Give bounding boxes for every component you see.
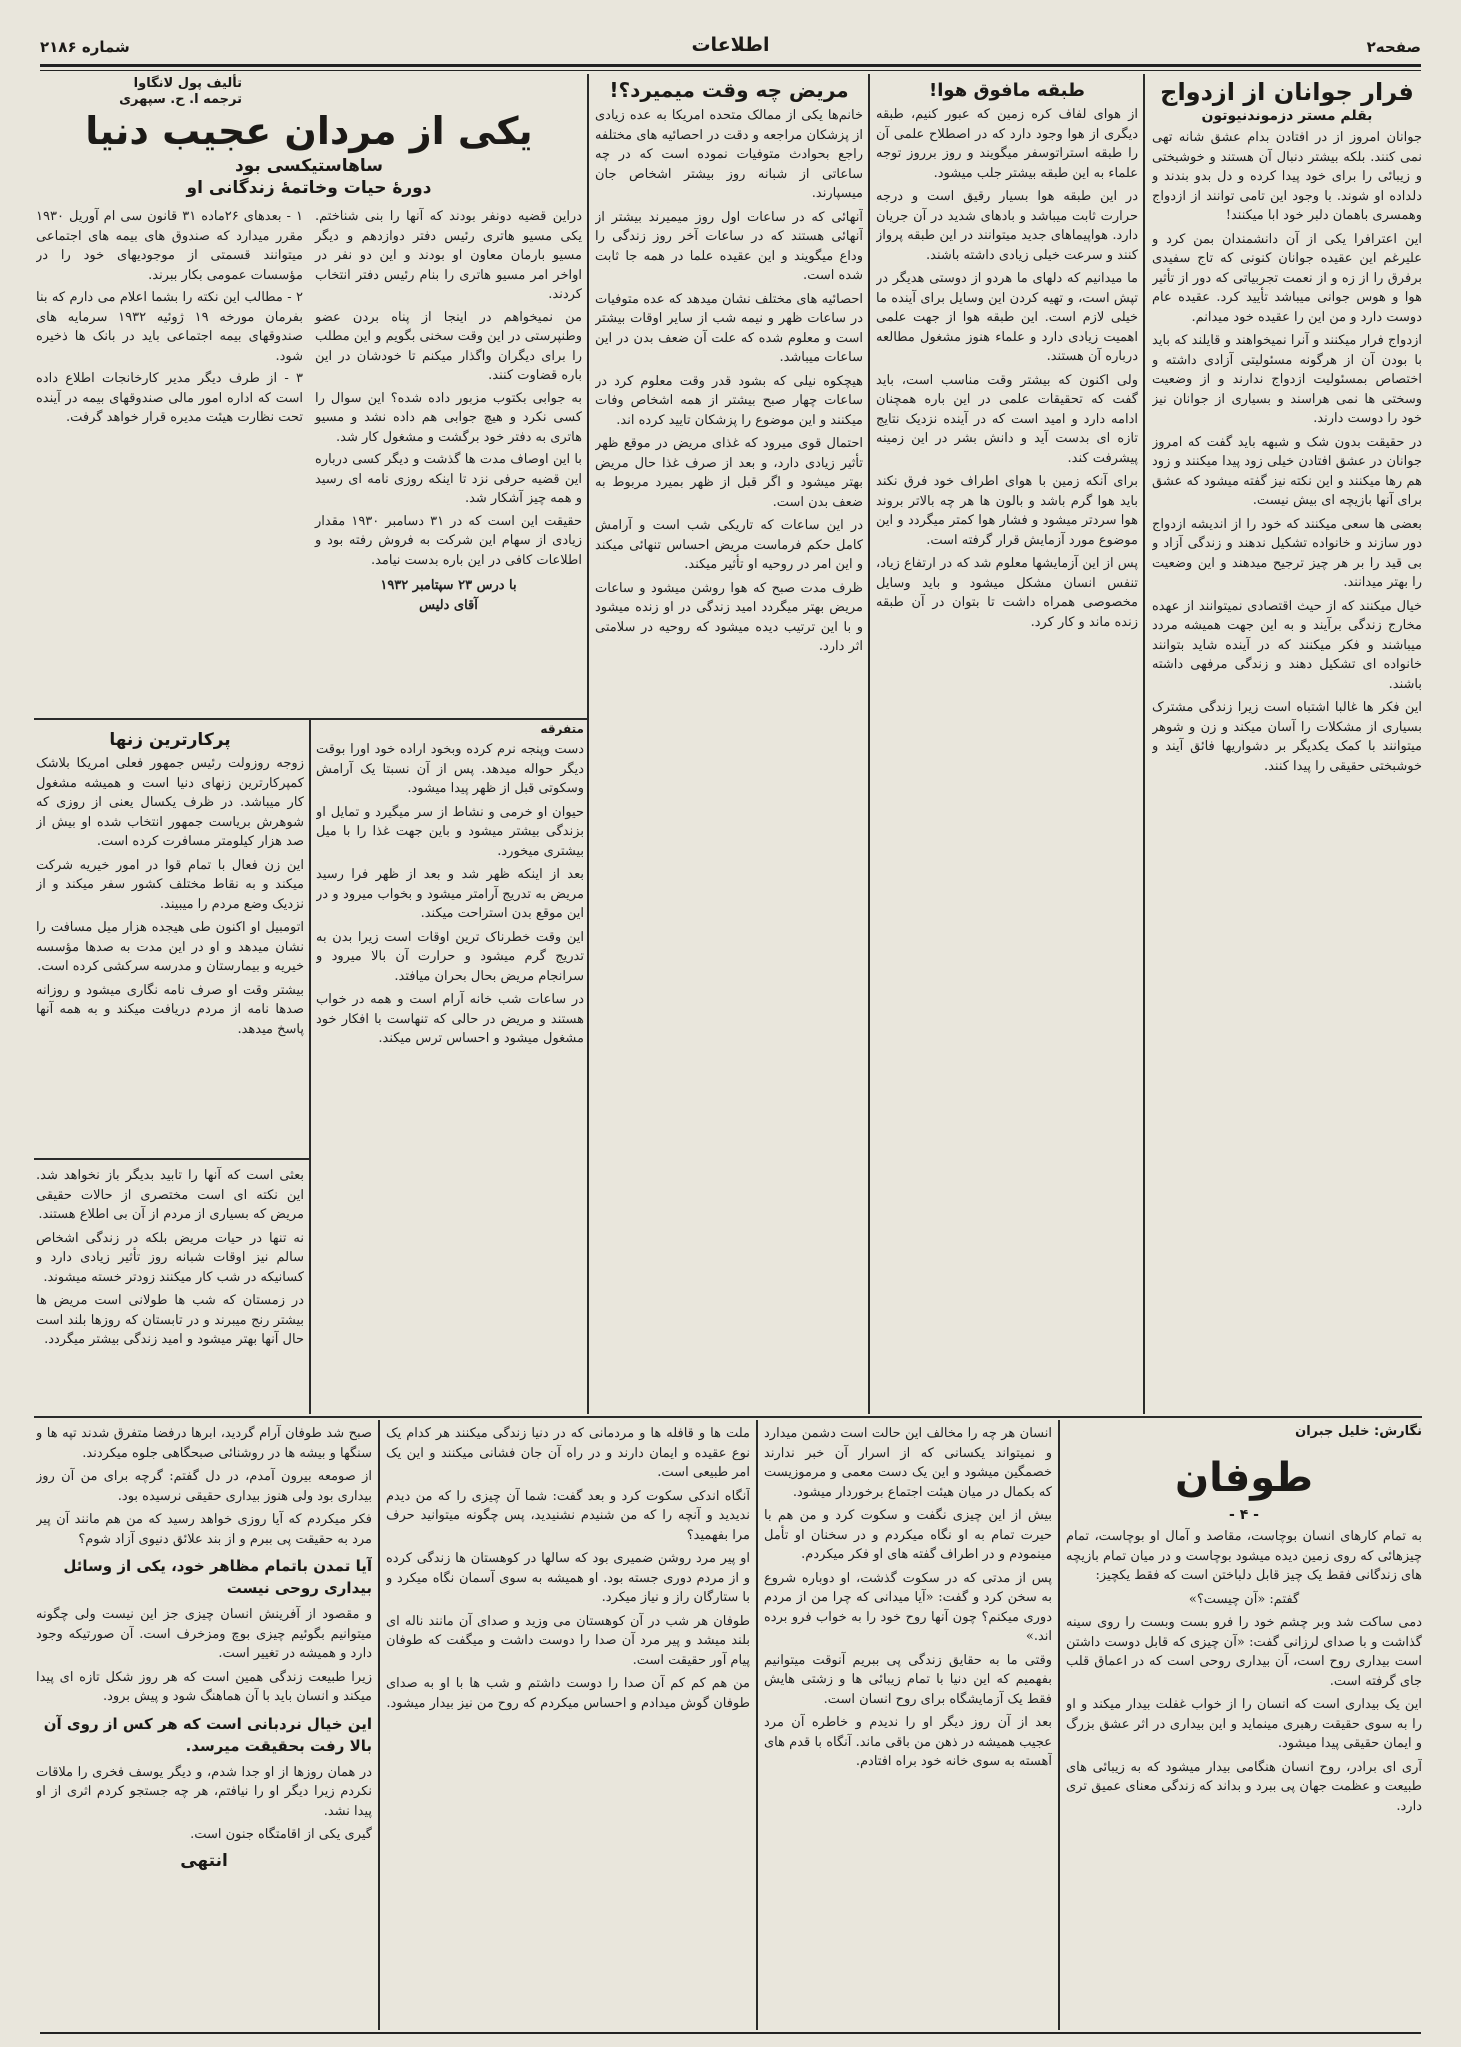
paragraph: از هوای لفاف کره زمین که عبور کنیم، طبقه دیگری از هوا وجود دارد که در اصطلاح علمی آن را طبقه استراتوسفر میگویند و روز برروز توجه علماء به این طبقه بیشتر جلب میشود.	[876, 107, 1138, 181]
article-title: طبقه مافوق هوا!	[929, 80, 1085, 101]
paragraph: من نمیخواهم در اینجا از پناه بردن عضو وطنپرستی در این وقت سخنی بگویم و این مطلب را برای دیگران واگذار میکنم تا خودشان در این باره قضاوت کنند.	[315, 309, 582, 383]
paragraph: نه تنها در حیات مریض بلکه در زندگی اشخاص سالم نیز اوقات شبانه روز تأثیر زیادی دارد و کسانیکه در شب کار میکنند زودتر خسته میشوند.	[36, 1230, 304, 1285]
article-body	[1152, 128, 1422, 776]
author-credit: تألیف پول لانگاوا	[133, 76, 242, 91]
closing-date: با درس ۲۳ سپتامبر ۱۹۳۲	[380, 578, 517, 593]
paragraph: حقیقت این است که در ۳۱ دسامبر ۱۹۳۰ مقدار زیادی از سهام این شرکت به فروش رفته بود و اطلاعات کافی در این باره بدست نیامد.	[315, 513, 582, 568]
paragraph: پس از این آزمایشها معلوم شد که در ارتفاع زیاد، تنفس انسان مشکل میشود و باید وسایل مخصوصی همراه داشت تا بتوان در آن طبقه زنده ماند و کار کرد.	[876, 556, 1138, 630]
paragraph: ظرف مدت صبح که هوا روشن میشود و ساعات مریض بهتر میگردد امید زندگی در او زنده میشود و با این ترتیب دیده میشود که روحیه در سلامتی اثر دارد.	[595, 580, 863, 654]
article-body-left	[36, 204, 303, 615]
article-title: مریض چه وقت میمیرد؟!	[609, 78, 849, 102]
paragraph: گیری یکی از اقامتگاه جنون است.	[190, 1827, 372, 1842]
paragraph: این وقت خطرناک ترین اوقات است زیرا بدن به تدریج گرم میشود و حرارت آن بالا میرود و سرانجام مریض بحال بحران میافتد.	[316, 929, 584, 984]
paragraph: انسان هر چه را مخالف این حالت است دشمن میدارد و نمیتواند یکسانی که از اسرار آن خبر ندارند خصمگین میشود و این یک دست معمی و مرموزیست که بکمال در میان هیئت اجتماع برخوردار میشود.	[764, 1426, 1052, 1500]
header-rule-thin	[40, 70, 1421, 71]
part-number: - ۴ -	[1229, 1507, 1259, 1523]
paragraph: گفتم: «آن چیست؟»	[1188, 1591, 1300, 1607]
paragraph: بیش از این چیزی نگفت و سکوت کرد و من هم با حیرت تمام به او نگاه میکردم و در سخنان او تأمل مینمودم و در اطراف گفته های او فکر میکردم.	[764, 1508, 1052, 1562]
article-body	[595, 106, 863, 657]
paragraph: ما میدانیم که دلهای ما هردو از دوستی هدیگر در تپش است، و تهیه کردن این وسایل برای آینده ما خیلی لازم است. این طبقه هوا از جهت علمی اهمیت زیادی دارد و علماء هنوز مشغول مطالعه درباره آن هستند.	[876, 271, 1138, 364]
article-storm-part2	[764, 1420, 1052, 2030]
header-rule	[40, 64, 1421, 67]
column-divider	[1143, 74, 1145, 1414]
article-end: انتهی	[180, 1850, 228, 1871]
section-label: متفرقه	[540, 722, 584, 736]
article-title: یکی از مردان عجیب دنیا	[85, 109, 533, 153]
column-divider	[309, 720, 311, 1414]
article-credit: نگارش: خلیل جبران	[1295, 1424, 1422, 1439]
paragraph: با این اوصاف مدت ها گذشت و دیگر کسی درباره این قضیه حرفی نزد تا اینکه روزی نامه ای رسید و همه چیز آشکار شد.	[315, 452, 582, 506]
article-youth-marriage	[1152, 74, 1422, 1412]
article-storm	[1066, 1420, 1422, 2030]
article-subtitle: دورۀ حیات وخاتمۀ زندگانی او	[186, 178, 432, 198]
paragraph: در زمستان که شب ها طولانی است مریض ها بیشتر رنج میبرند و در تابستان که روزها بلند است حال آنها بهتر میشود و امید زندگی بیشتر میگردد.	[36, 1293, 304, 1347]
paragraph: این زن فعال با تمام قوا در امور خیریه شرکت میکند و به نقاط مختلف کشور سفر میکند و از نزدیک وضع مردم را میبیند.	[36, 857, 304, 912]
paragraph: بعضی ها سعی میکنند که خود را از اندیشه ازدواج دور سازند و خانواده تشکیل ندهند و زندگی آزاد و بی قید را بر هر چیز ترجیح میدهند و این وضعیت را بهتر میدانند.	[1152, 516, 1422, 590]
paragraph: پس از مدتی که در سکوت گذشت، او دوباره شروع به سخن کرد و گفت: «آیا میدانی که چرا من از مردم دوری میکنم؟ چون آنها روح خود را به خواب فرو برده اند.»	[764, 1570, 1052, 1644]
article-body	[316, 740, 584, 1049]
paragraph: بیشتر وقت او صرف نامه نگاری میشود و روزانه صدها نامه از مردم دریافت میکند و به همه آنها پاسخ میدهد.	[36, 982, 304, 1037]
article-busiest-women	[36, 722, 304, 1154]
highlight-quote: آیا تمدن باتمام مظاهر خود، یکی از وسائل بیداری روحی نیست	[63, 1557, 372, 1597]
article-credits	[36, 74, 582, 108]
paragraph: من هم کم کم آن صدا را دوست داشتم و شب ها با او به صدای طوفان گوش میدادم و احساس میکردم که روح من نیز بیدار میشود.	[386, 1676, 750, 1711]
paragraph: صبح شد طوفان آرام گردید، ابرها درفضا متفرق شدند تپه ها و سنگها و بیشه ها در روشنائی صبحگاهی جلوه میکردند.	[36, 1426, 372, 1461]
column-divider	[756, 1420, 758, 2030]
paragraph: آنگاه اندکی سکوت کرد و بعد گفت: شما آن چیزی را که من دیدم ندیدید و آنچه را که من شنیدم نشنیدید، پس چگونه میتوانید حرف مرا بفهمید؟	[386, 1488, 750, 1543]
article-storm-part3	[386, 1420, 750, 2030]
paper-name: اطلاعات	[691, 34, 770, 56]
paragraph: هیچکوه نیلی که بشود قدر وقت معلوم کرد در ساعات چهار صبح بیشتر از همه اشخاص وفات میکنند و این موضوع را پزشکان تایید کرده اند.	[595, 373, 863, 428]
issue-number: شماره ۲۱۸۶	[40, 38, 130, 56]
paragraph: در حقیقت بدون شک و شبهه باید گفت که امروز جوانان در عشق افتادن خیلی زود پیدا میکنند و زود هم رها میکنند و این نکته نیز گفته میشود که عشق برای آنها بازیچه ای بیش نیست.	[1152, 434, 1422, 508]
list-item: ۱ - بعدهای ۲۶ماده ۳۱ قانون سی ام آوریل ۱۹۳۰ مقرر میدارد که صندوق های بیمه های اجتماعی میتوانند قسمتی از موجودیهای خود را در مؤسسات عمومی بکار ببرند.	[36, 209, 303, 283]
paragraph: ازدواج فرار میکنند و آنرا نمیخواهند و قایلند که باید با بودن آن از هرگونه مسئولیتی آزادی داشته و اختصاص بمسئولیت ازدواج ندارند و از وضعیت وسختی ها نمی هراسند و بسیاری از جوانان نیز خود را دوست دارند.	[1152, 333, 1422, 426]
signature: آقای دلیس	[419, 597, 478, 613]
paragraph: در این طبقه هوا بسیار رقیق است و درجه حرارت ثابت میباشد و بادهای شدید در آن جریان دارد. هواپیماهای جدید میتوانند در این طبقه پرواز کنند و سرعت خیلی زیادی داشته باشند.	[876, 189, 1138, 263]
paragraph: زوجه روزولت رئیس جمهور فعلی امریکا بلاشک کمپرکارترین زنهای دنیا است و همیشه مشغول کار میباشد. در ظرف یکسال یعنی از روزی که شوهرش بریاست جمهور انتخاب شده او بیش از صد هزار کیلومتر مسافرت کرده است.	[36, 756, 304, 849]
translator-credit: ترجمه ا. ح. سپهری	[119, 92, 242, 107]
list-item: ۳ - از طرف دیگر مدیر کارخانجات اطلاع داده است که اداره امور مالی صندوقهای بیمه در آینده تحت نظارت هیئت مدیره قرار خواهد گرفت.	[36, 371, 303, 425]
paragraph: جوانان امروز از در افتادن بدام عشق شانه تهی نمی کنند. بلکه بیشتر دنبال آن هستند و خوشبختی و زیبائی را برای خود پیدا کرده و دل بدو بندند و دلداده او شوند. با وجود این تامی توانند از ازدواج وهمسری باهمان دلبر خود ابا میکنند!	[1152, 130, 1422, 223]
paragraph: برای آنکه زمین با هوای اطراف خود فرق نکند باید هوا گرم باشد و بالون ها هر چه بالاتر بروند هوا سردتر میشود و فشار هوا کمتر میگردد و این موضوع مورد آزمایش قرار گرفته است.	[876, 474, 1138, 548]
article-continuation-lower	[36, 1162, 304, 1412]
paragraph: دمی ساکت شد وبر چشم خود را فرو بست وبست را روی سینه گذاشت و با صدای لرزانی گفت: «آن چیزی که قابل دوست داشتن است بیداری روح است، آن بیداری روحی است که در اعماق قلب جای گرفته است.	[1066, 1615, 1422, 1689]
paragraph: بعد از آن روز دیگر او را ندیدم و خاطره آن مرد عجیب همیشه در ذهن من باقی ماند. آنگاه با قدم های آهسته به سوی خانه خود براه افتادم.	[764, 1715, 1052, 1769]
paragraph: حیوان او خرمی و نشاط از سر میگیرد و تمایل او بزندگی بیشتر میشود و باین جهت غذا را با میل بیشتری میخورد.	[316, 804, 584, 859]
article-storm-part4	[36, 1420, 372, 2030]
section-divider	[34, 1416, 1422, 1418]
paragraph: خانم‌ها یکی از ممالک متحده امریکا به عده زیادی از پزشکان مراجعه و دقت در احصائیه های مختلفه راجع بحوادث متوفیات نموده است که در چه ساعاتی از شبانه روز بیشتر اشخاص جان میسپارند.	[595, 108, 863, 201]
paragraph: و مقصود از آفرینش انسان چیزی جز این نیست ولی چگونه میتوانیم بگوئیم چیزی بوچ ومزخرف است. آن صورتیکه وجود دارد و همیشه در تغییر است.	[36, 1607, 372, 1661]
footer-rule	[40, 2032, 1421, 2034]
paragraph: اتومبیل او اکنون طی هیجده هزار میل مسافت را نشان میدهد و او در این مدت به صدها مؤسسه خیریه و بیمارستان و مدرسه سرکشی کرده است.	[36, 920, 304, 974]
paragraph: بعثی است که آنها را تابید بدیگر باز نخواهد شد. این نکته ای است مختصری از حالات حقیقی مریض که بسیاری از مردم از آن بی اطلاع هستند.	[36, 1168, 304, 1222]
paragraph: فکر میکردم که آیا روزی خواهد رسید که من هم مانند آن پیر مرد به حقیقت پی ببرم و از بند علائق دنیوی آزاد شوم؟	[36, 1512, 372, 1547]
paragraph: احصائیه های مختلف نشان میدهد که عده متوفیات در ساعات ظهر و نیمه شب از سایر اوقات بیشتر است و معلوم شده که علت آن ضعف بدن در این ساعات میباشد.	[595, 291, 863, 365]
article-body	[36, 1605, 372, 1707]
paragraph: به جوابی بکتوب مزبور داده شده؟ این سوال را کسی نکرد و هیچ جوابی هم داده نشد و مسیو هاتری به دفتر خود برگشت و مشغول کار شد.	[315, 390, 582, 445]
article-continuation	[316, 722, 584, 1412]
paragraph: از صومعه بیرون آمدم، در دل گفتم: گرچه برای من آن روز بیداری بود ولی هنوز بیداری حقیقی نرسیده بود.	[36, 1469, 372, 1504]
article-stratosphere	[876, 74, 1138, 1412]
paragraph: طوفان هر شب در آن کوهستان می وزید و صدای آن مانند ناله ای بلند میشد و پیر مرد آن صدا را دوست داشت و میگفت که طوفان پیام آور حقیقت است.	[386, 1613, 750, 1668]
column-divider	[587, 74, 589, 1414]
article-body	[36, 1424, 372, 1549]
paragraph: ملت ها و قافله ها و مردمانی که در دنیا زندگی میکنند هر کدام یک نوع عقیده و ایمان دارند و در راه آن جان فشانی میکنند و این یک امر طبیعی است.	[386, 1426, 750, 1480]
article-body	[36, 754, 304, 1039]
section-divider	[34, 718, 587, 720]
paragraph: احتمال قوی میرود که غذای مریض در موقع ظهر تأثیر زیادی دارد، و بعد از صرف غذا حال مریض بهتر میشود و اگر قبل از ظهر بمیرد مربوط به ضعف بدن است.	[595, 436, 863, 510]
article-body	[1066, 1527, 1422, 1816]
paragraph: بعد از اینکه ظهر شد و بعد از ظهر فرا رسید مریض به تدریج آرامتر میشود و بخواب میرود و در این موقع بدن استراحت میکند.	[316, 867, 584, 921]
article-patient-death	[595, 74, 863, 1412]
page-header	[40, 34, 1421, 64]
page-label: صفحه۲	[1366, 38, 1421, 56]
column-divider	[378, 1420, 380, 2030]
paragraph: ولی اکنون که بیشتر وقت مناسب است، باید گفت که تحقیقات علمی در این باره همچنان ادامه دارد و امید است که در آینده نزدیک نتایج تازه ای بدست آید و دانش بشر در این زمینه پیشرفت کند.	[876, 372, 1138, 466]
article-title: طوفان	[1174, 1455, 1314, 1501]
article-strange-man	[36, 74, 582, 714]
article-columns	[36, 204, 582, 615]
paragraph: این اعترافرا یکی از آن دانشمندان بمن کرد و علیرغم این عقیده جوانان کنونی که تاج سفیدی برفرق را از زه و از نعمت تجربیاتی که دور از تأثیر هوا و هوس جوانی میباشد تأیید کرد. عقیده عام دوست دارد و من این را عقیده خود میدانم.	[1152, 231, 1422, 325]
paragraph: زیرا طبیعت زندگی همین است که هر روز شکل تازه ای پیدا میکند و انسان باید با آن هماهنگ شود و پیش برود.	[36, 1669, 372, 1704]
paragraph: وقتی ما به حقایق زندگی پی ببریم آنوقت میتوانیم بفهمیم که این دنیا با تمام زیبائی ها و زشتی هایش فقط یک آزمایشگاه برای روح انسان است.	[764, 1652, 1052, 1707]
article-body	[764, 1424, 1052, 1772]
paragraph: این فکر ها غالبا اشتباه است زیرا زندگی مشترک بسیاری از مشکلات را آسان میکند و زن و شوهر میتوانند با کمک یکدیگر بر دشواریها فائق آیند و خوشبختی حقیقی را پیدا کنند.	[1152, 700, 1422, 774]
paragraph: او پیر مرد روشن ضمیری بود که سالها در کوهستان ها زندگی کرده و از مردم دوری جسته بود. او همیشه به سوی آسمان نگاه میکرد و با ستارگان راز و نیاز میکرد.	[386, 1551, 750, 1605]
paragraph: آنهائی که در ساعات اول روز میمیرند بیشتر از آنهائی هستند که در ساعات آخر روز زندگی را وداع میگویند و این عقیده علما در همه جا ثابت شده است.	[595, 209, 863, 283]
paragraph: دراین قضیه دونفر بودند که آنها را بنی شناختم. یکی مسیو هاتری رئیس دفتر دوازدهم و دیگر مسیو بارمان معاون او بودند و این دو نفر در اواخر امر مسیو هاتری را بنام رئیس دفتر انتخاب کردند.	[315, 209, 582, 302]
paragraph: در این ساعات که تاریکی شب است و آرامش کامل حکم فرماست مریض احساس تنهائی میکند و این امر در روحیه او تأثیر میکند.	[595, 518, 863, 572]
paragraph: دست وپنجه نرم کرده وبخود اراده خود اورا بوقت دیگر حواله میدهد. پس از آن نسبتا یک آرامش وسکوتی قبل از ظهر پیدا میشود.	[316, 742, 584, 796]
paragraph: خیال میکنند که از حیث اقتصادی نمیتوانند از عهده مخارج زندگی برآیند و به این جهت همیشه مردد میباشند و فکر میکنند که در آینده شاید بتوانند خانواده ای تشکیل دهند و زندگی مرفهی داشته باشند.	[1152, 598, 1422, 692]
article-byline: بقلم مستر دزموندنیوتون	[1201, 108, 1373, 124]
column-divider	[868, 74, 870, 1414]
paragraph: به تمام کارهای انسان بوچاست، مقاصد و آمال او بوچاست، تمام چیزهائی که روی زمین دیده میشود بوچاست و در میان تمام بازیچه های زندگانی فقط یک چیز قابل دلباختن است که فقط یکچیز:	[1066, 1529, 1422, 1583]
article-title: پرکارترین زنها	[109, 730, 231, 750]
section-divider	[34, 1158, 309, 1160]
column-divider	[1058, 1420, 1060, 2030]
paragraph: آری ای برادر، روح انسان هنگامی بیدار میشود که به زیبائی های طبیعت و عظمت جهان پی ببرد و بداند که زندگی معنای عمیق تری دارد.	[1066, 1759, 1422, 1814]
article-body	[386, 1424, 750, 1713]
article-body	[36, 1166, 304, 1350]
paragraph: این یک بیداری است که انسان را از خواب غفلت بیدار میکند و او را به سوی حقیقت رهبری مینماید و این بیداری در اثر عشق بزرگ و ایمان حقیقی پیدا میشود.	[1066, 1697, 1422, 1751]
article-subtitle: ساهاستیکسی بود	[235, 156, 383, 176]
paragraph: در همان روزها از او جدا شدم، و دیگر یوسف فخری را ملاقات نکردم زیرا دیگر او را نیافتم، هر چه جستجو کردم اثری از او پیدا نشد.	[36, 1764, 372, 1819]
article-body-right	[315, 204, 582, 615]
list-item: ۲ - مطالب این نکته را بشما اعلام می دارم که بنا بفرمان مورخه ۱۹ ژوئیه ۱۹۳۲ سرمایه های صندوقهای بیمه اجتماعی باید در بانک ها ذخیره شود.	[36, 290, 303, 364]
highlight-quote: این خیال نردبانی است که هر کس از روی آن بالا رفت بحقیقت میرسد.	[43, 1714, 372, 1755]
article-title: فرار جوانان از ازدواج	[1160, 78, 1414, 106]
article-body	[876, 105, 1138, 632]
article-body	[36, 1763, 372, 1845]
paragraph: در ساعات شب خانه آرام است و همه در خواب هستند و مریض در حالی که تنهاست با افکار خود مشغول میشود و احساس ترس میکند.	[316, 992, 584, 1046]
